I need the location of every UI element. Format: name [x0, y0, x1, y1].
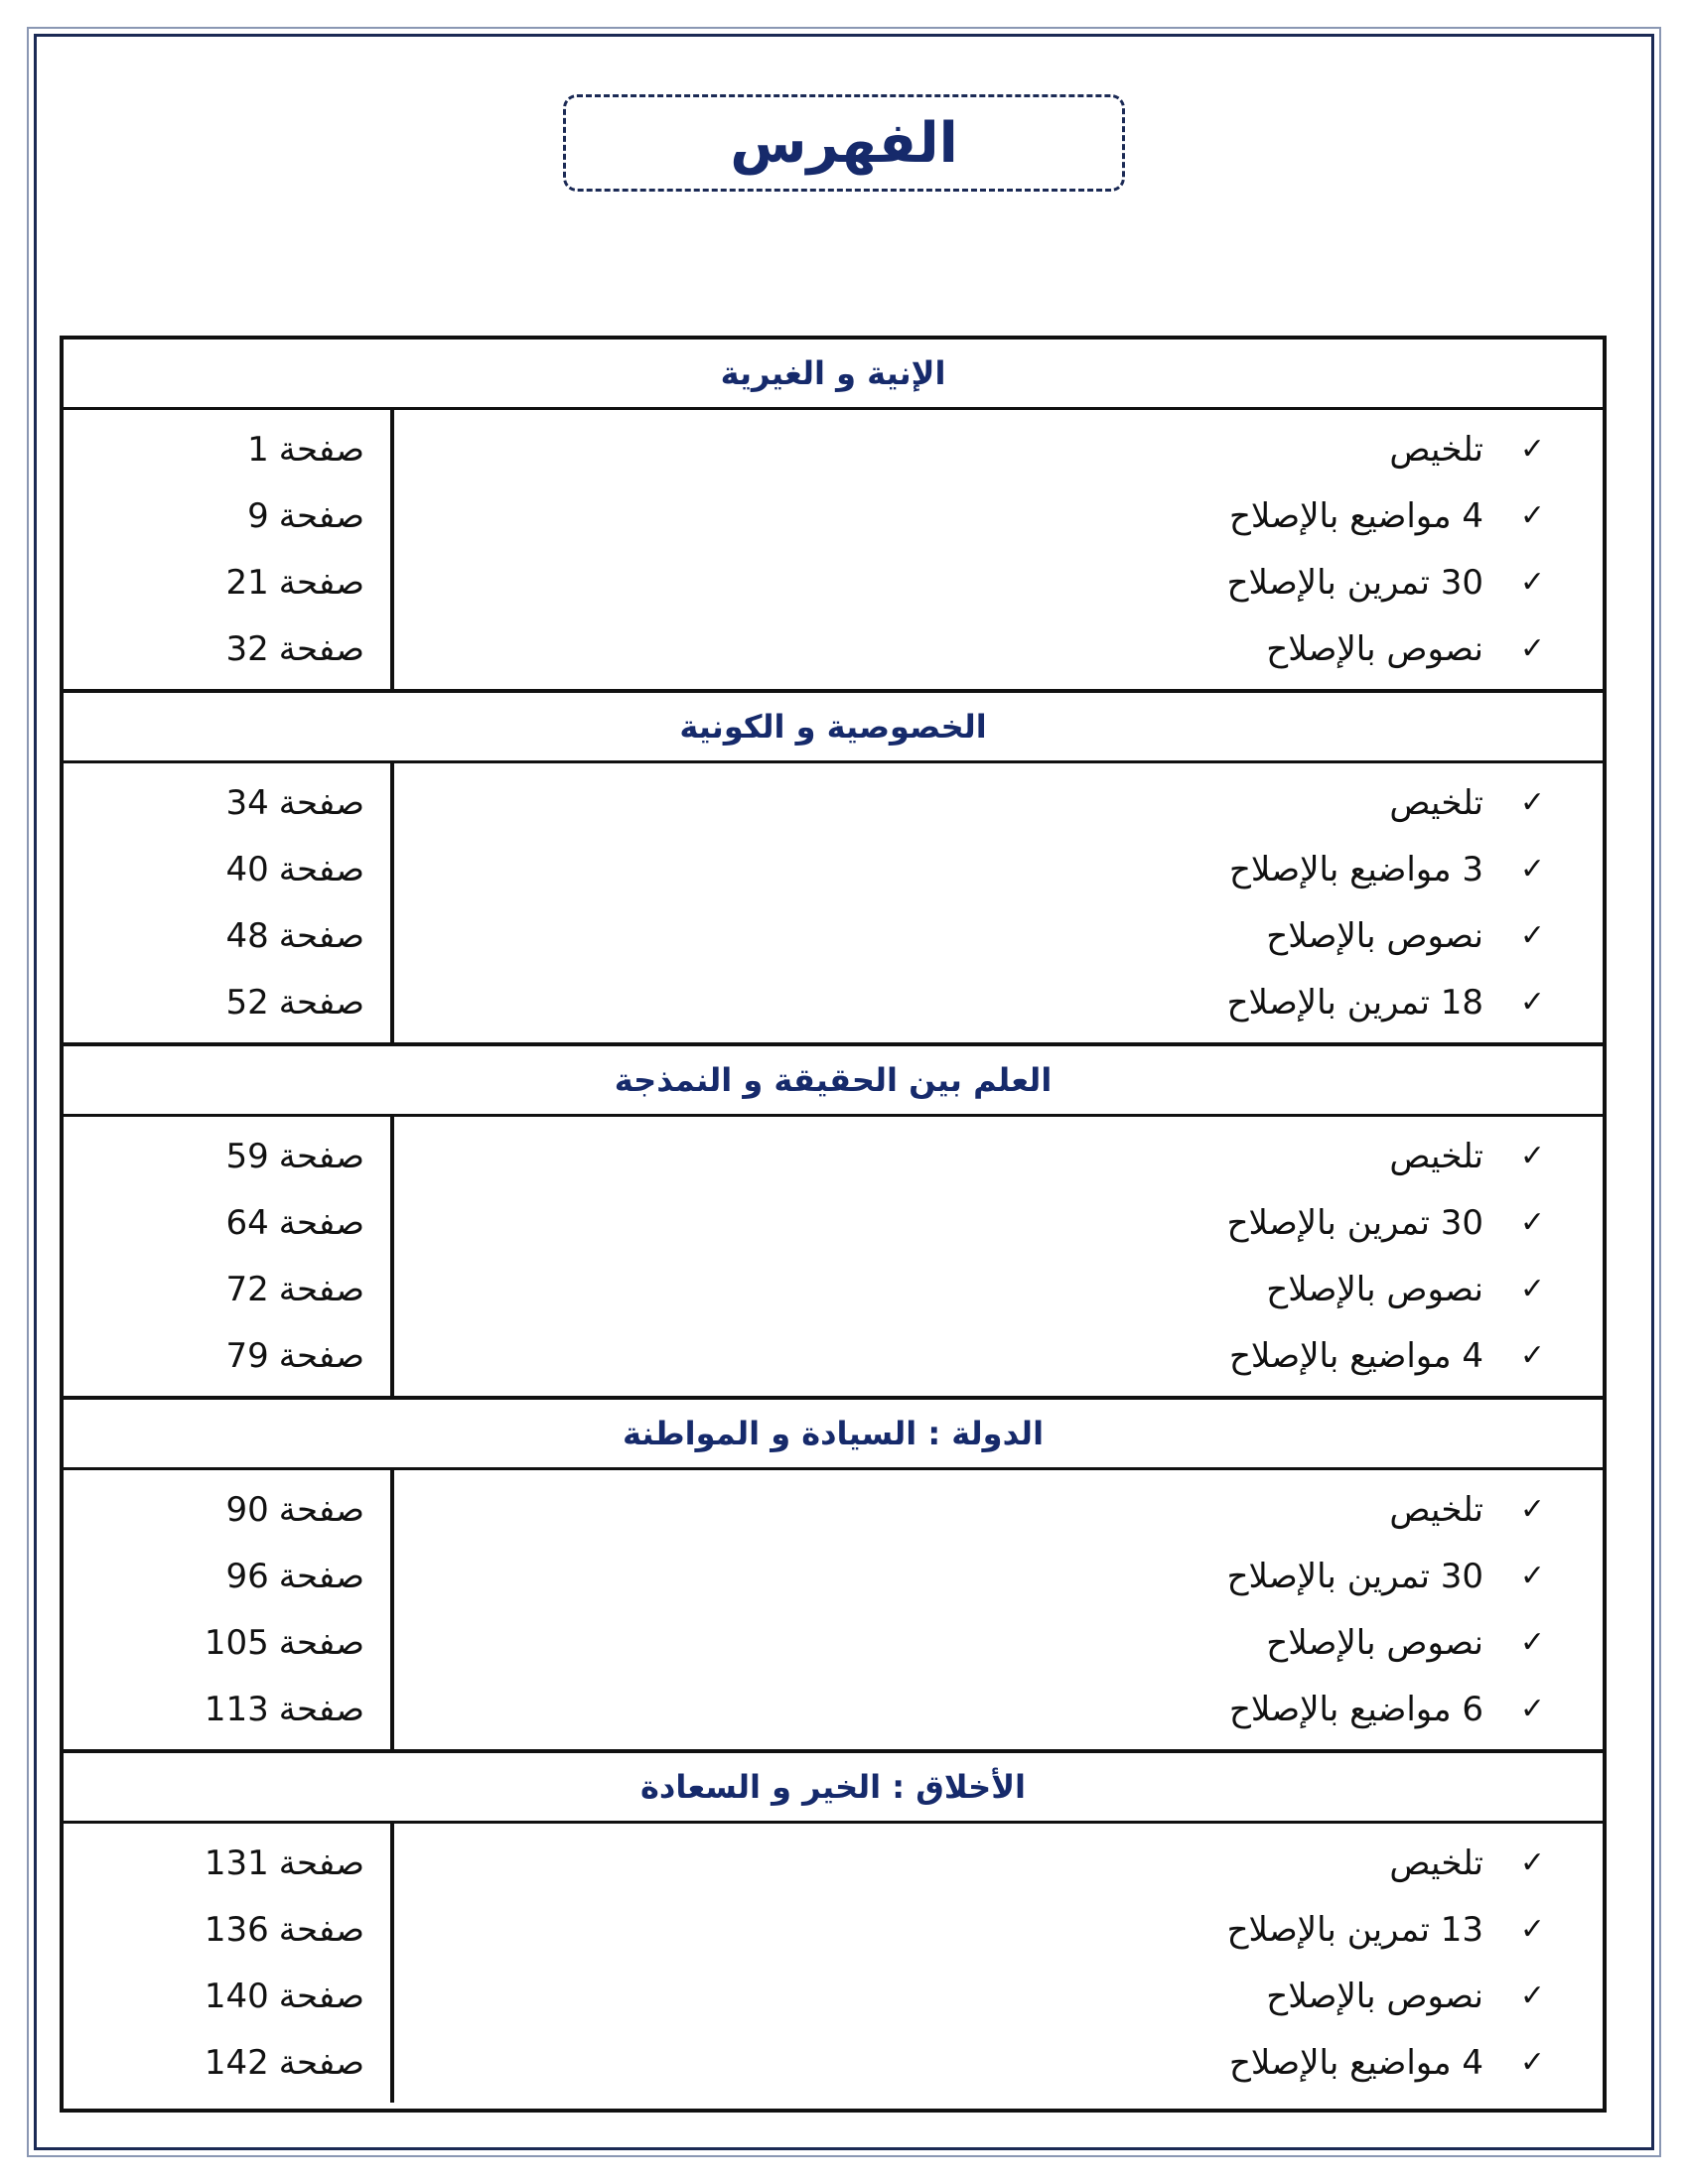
toc-section [64, 1400, 1603, 1753]
check-icon: ✓ [1519, 2045, 1545, 2080]
toc-item[interactable] [394, 1896, 1603, 1963]
page-word: صفحة [278, 2042, 364, 2083]
items-column [394, 1470, 1603, 1749]
page-ref[interactable] [64, 769, 390, 836]
page-number: 1 [247, 429, 269, 470]
page-title: الفهرس [730, 110, 958, 176]
check-icon: ✓ [1519, 985, 1545, 1020]
check-icon: ✓ [1519, 918, 1545, 953]
items-column [394, 763, 1603, 1042]
page-word: صفحة [278, 562, 364, 603]
page-word: صفحة [278, 782, 364, 823]
toc-item[interactable] [394, 1476, 1603, 1543]
item-label: 30 تمرين بالإصلاح [1226, 1202, 1483, 1243]
toc-item[interactable] [394, 969, 1603, 1035]
item-label: نصوص بالإصلاح [1266, 1269, 1483, 1309]
toc-item[interactable] [394, 769, 1603, 836]
item-label: نصوص بالإصلاح [1266, 1976, 1483, 2016]
page-word: صفحة [278, 1976, 364, 2016]
page-number: 140 [204, 1976, 269, 2016]
page-word: صفحة [278, 1202, 364, 1243]
page-number: 90 [225, 1489, 269, 1530]
item-label: تلخيص [1389, 1489, 1483, 1530]
items-column [394, 1117, 1603, 1396]
check-icon: ✓ [1519, 498, 1545, 533]
check-icon: ✓ [1519, 1272, 1545, 1306]
item-label: 18 تمرين بالإصلاح [1226, 982, 1483, 1023]
page-word: صفحة [278, 849, 364, 889]
toc-item[interactable] [394, 1256, 1603, 1322]
page-number: 34 [225, 782, 269, 823]
page-number: 136 [204, 1909, 269, 1950]
page-number: 32 [225, 628, 269, 669]
page-ref[interactable] [64, 1830, 390, 1896]
toc-item[interactable] [394, 549, 1603, 615]
page-number: 79 [225, 1335, 269, 1376]
check-icon: ✓ [1519, 852, 1545, 887]
toc-section [64, 340, 1603, 693]
page-ref[interactable] [64, 1609, 390, 1676]
item-label: نصوص بالإصلاح [1266, 1622, 1483, 1663]
page-ref[interactable] [64, 969, 390, 1035]
page-word: صفحة [278, 1689, 364, 1729]
check-icon: ✓ [1519, 1625, 1545, 1660]
page-ref[interactable] [64, 902, 390, 969]
page-word: صفحة [278, 1335, 364, 1376]
toc-section [64, 1753, 1603, 2103]
check-icon: ✓ [1519, 1692, 1545, 1726]
check-icon: ✓ [1519, 1912, 1545, 1947]
item-label: 13 تمرين بالإصلاح [1226, 1909, 1483, 1950]
title-box [563, 94, 1125, 192]
page-number: 52 [225, 982, 269, 1023]
section-title[interactable]: الإنية و الغيرية [64, 340, 1603, 410]
toc-item[interactable] [394, 1322, 1603, 1389]
page-word: صفحة [278, 429, 364, 470]
page-ref[interactable] [64, 615, 390, 682]
section-title[interactable]: الدولة : السيادة و المواطنة [64, 1400, 1603, 1470]
toc-item[interactable] [394, 902, 1603, 969]
page-number: 113 [204, 1689, 269, 1729]
toc-item[interactable] [394, 1543, 1603, 1609]
page-number: 96 [225, 1556, 269, 1596]
page-ref[interactable] [64, 1322, 390, 1389]
item-label: نصوص بالإصلاح [1266, 628, 1483, 669]
item-label: تلخيص [1389, 1843, 1483, 1883]
page-number: 142 [204, 2042, 269, 2083]
toc-section [64, 693, 1603, 1046]
check-icon: ✓ [1519, 1492, 1545, 1527]
toc-item[interactable] [394, 2029, 1603, 2096]
section-title[interactable]: الخصوصية و الكونية [64, 693, 1603, 763]
page-number: 21 [225, 562, 269, 603]
page-number: 40 [225, 849, 269, 889]
check-icon: ✓ [1519, 1979, 1545, 2013]
item-label: 4 مواضيع بالإصلاح [1228, 2042, 1483, 2083]
item-label: 4 مواضيع بالإصلاح [1228, 495, 1483, 536]
item-label: 30 تمرين بالإصلاح [1226, 562, 1483, 603]
item-label: 6 مواضيع بالإصلاح [1228, 1689, 1483, 1729]
page-number: 64 [225, 1202, 269, 1243]
item-label: 3 مواضيع بالإصلاح [1228, 849, 1483, 889]
page-word: صفحة [278, 495, 364, 536]
page-ref[interactable] [64, 1543, 390, 1609]
section-body [64, 1824, 1603, 2103]
page-word: صفحة [278, 1622, 364, 1663]
page-ref[interactable] [64, 416, 390, 482]
page-number: 72 [225, 1269, 269, 1309]
page-word: صفحة [278, 1489, 364, 1530]
item-label: 30 تمرين بالإصلاح [1226, 1556, 1483, 1596]
toc-item[interactable] [394, 615, 1603, 682]
toc-item[interactable] [394, 1609, 1603, 1676]
check-icon: ✓ [1519, 1205, 1545, 1240]
page-ref[interactable] [64, 1123, 390, 1189]
page-word: صفحة [278, 628, 364, 669]
page-word: صفحة [278, 1269, 364, 1309]
check-icon: ✓ [1519, 631, 1545, 666]
toc-item[interactable] [394, 1830, 1603, 1896]
pages-column [64, 1470, 394, 1749]
check-icon: ✓ [1519, 1559, 1545, 1593]
page-word: صفحة [278, 982, 364, 1023]
section-body [64, 1470, 1603, 1753]
page-word: صفحة [278, 1136, 364, 1176]
pages-column [64, 1117, 394, 1396]
page-ref[interactable] [64, 1963, 390, 2029]
check-icon: ✓ [1519, 1845, 1545, 1880]
toc-item[interactable] [394, 1123, 1603, 1189]
toc-item[interactable] [394, 836, 1603, 902]
check-icon: ✓ [1519, 565, 1545, 600]
section-body [64, 763, 1603, 1046]
page-number: 9 [247, 495, 269, 536]
page-ref[interactable] [64, 549, 390, 615]
section-body [64, 1117, 1603, 1400]
page-ref[interactable] [64, 836, 390, 902]
page-word: صفحة [278, 1843, 364, 1883]
page-word: صفحة [278, 915, 364, 956]
section-title[interactable]: العلم بين الحقيقة و النمذجة [64, 1046, 1603, 1117]
table-of-contents [60, 336, 1607, 2113]
toc-item[interactable] [394, 1189, 1603, 1256]
section-title[interactable]: الأخلاق : الخير و السعادة [64, 1753, 1603, 1824]
page-ref[interactable] [64, 482, 390, 549]
check-icon: ✓ [1519, 432, 1545, 467]
toc-item[interactable] [394, 416, 1603, 482]
page-number: 105 [204, 1622, 269, 1663]
page-word: صفحة [278, 1556, 364, 1596]
page-ref[interactable] [64, 1676, 390, 1742]
item-label: تلخيص [1389, 429, 1483, 470]
toc-item[interactable] [394, 1963, 1603, 2029]
toc-item[interactable] [394, 482, 1603, 549]
page-number: 59 [225, 1136, 269, 1176]
page-ref[interactable] [64, 1256, 390, 1322]
item-label: نصوص بالإصلاح [1266, 915, 1483, 956]
page-ref[interactable] [64, 2029, 390, 2096]
page-number: 48 [225, 915, 269, 956]
pages-column [64, 410, 394, 689]
item-label: تلخيص [1389, 782, 1483, 823]
section-body [64, 410, 1603, 693]
page-number: 131 [204, 1843, 269, 1883]
page-ref[interactable] [64, 1189, 390, 1256]
check-icon: ✓ [1519, 1139, 1545, 1173]
items-column [394, 410, 1603, 689]
items-column [394, 1824, 1603, 2103]
page-ref[interactable] [64, 1476, 390, 1543]
toc-section [64, 1046, 1603, 1400]
check-icon: ✓ [1519, 1338, 1545, 1373]
toc-item[interactable] [394, 1676, 1603, 1742]
page-ref[interactable] [64, 1896, 390, 1963]
page-word: صفحة [278, 1909, 364, 1950]
pages-column [64, 763, 394, 1042]
item-label: 4 مواضيع بالإصلاح [1228, 1335, 1483, 1376]
check-icon: ✓ [1519, 785, 1545, 820]
pages-column [64, 1824, 394, 2103]
item-label: تلخيص [1389, 1136, 1483, 1176]
